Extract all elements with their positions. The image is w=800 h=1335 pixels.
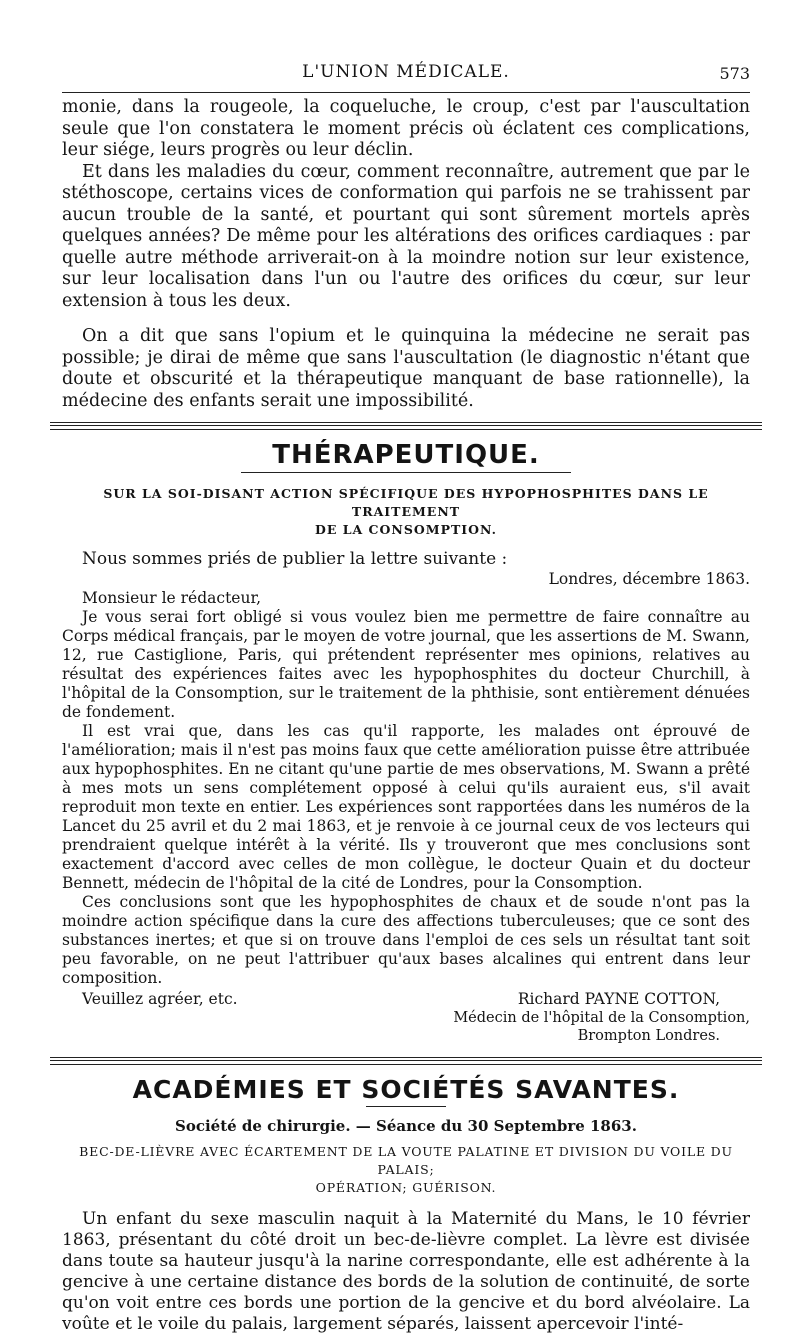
paragraph: Et dans les maladies du cœur, comment reconnaître, autrement que par le stéthoscope, certains vices de conformation qui parfois ne se trahissent par aucun trouble de la santé, et pourtant qui sont sûrement mortels après quelques années? De même pour les altérations des orifices cardiaques : par quelle autre méthode arriverait-on à la moindre notion sur leur existence, sur leur localisation dans l'un ou l'autre des orifices du cœur, sur leur extension à tous les deux. — [62, 161, 750, 311]
intro-text: Nous sommes priés de publier la lettre suivante : — [82, 549, 508, 569]
case-heading-line: OPÉRATION; GUÉRISON. — [315, 1180, 497, 1195]
salutation: Monsieur le rédacteur, — [82, 589, 262, 607]
paragraph: Un enfant du sexe masculin naquit à la Maternité du Mans, le 10 février 1863, présentant du côté droit un bec-de-lièvre complet. La lèvre est divisée dans toute sa hauteur jusqu'à la narine correspondante, elle est adhérente à la gencive à une certaine distance des bords de la solution de continuité, de sorte qu'on voit entre ces bords une portion de la gencive et du bord alvéolaire. La voûte et le voile du palais, largement séparés, laissent apercevoir l'inté- — [62, 1209, 750, 1334]
signoff — [62, 990, 750, 1009]
academies-section — [62, 1075, 750, 1335]
signature: Richard PAYNE COTTON, — [517, 990, 720, 1008]
paragraph: On a dit que sans l'opium et le quinquina la médecine ne serait pas possible; je dirai de même que sans l'auscultation (le diagnostic n'étant que doute et obscurité et la thérapeutique manquant de base rationnelle), la médecine des enfants serait une impossibilité. — [62, 326, 750, 411]
article-heading — [62, 485, 750, 539]
continued-text — [62, 97, 750, 412]
case-heading — [62, 1143, 750, 1197]
page-number: 573 — [719, 64, 750, 83]
case-report — [62, 1209, 750, 1335]
letter-paragraph: Ces conclusions sont que les hypophosphites de chaux et de soude n'ont pas la moindre action spécifique dans la cure des affections tuberculeuses; que ce sont des substances inertes; et que si on trouve dans l'emploi de ces sels un résultat tant soit peu favorable, on ne peut l'attribuer qu'aux bases alcalines qui entrent dans leur composition. — [62, 893, 750, 987]
closing: Veuillez agréer, etc. — [82, 990, 238, 1008]
affiliation: Médecin de l'hôpital de la Consomption, — [453, 1010, 750, 1026]
paragraph: monie, dans la rougeole, la coqueluche, le croup, c'est par l'auscultation seule que l'on constatera le moment précis où éclatent ces complications, leur siége, leurs progrès ou leur déclin. — [62, 97, 750, 160]
section-divider — [50, 422, 762, 430]
therapeutique-section — [62, 440, 750, 1045]
seance-heading: Société de chirurgie. — Séance du 30 Septembre 1863. — [175, 1117, 637, 1135]
place-date: Londres, décembre 1863. — [548, 570, 750, 588]
affiliation: Brompton Londres. — [577, 1028, 720, 1044]
title-underline — [241, 472, 571, 473]
journal-title: L'UNION MÉDICALE. — [302, 62, 510, 82]
section-title: ACADÉMIES ET SOCIÉTÉS SAVANTES. — [132, 1075, 680, 1104]
letter-paragraph: Il est vrai que, dans les cas qu'il rapporte, les malades ont éprouvé de l'amélioration; mais il n'est pas moins faux que cette amélioration puisse être attribuée aux hypophosphites. En ne citant qu'une partie de mes observations, M. Swann a prêté à mes mots un sens complétement opposé à celui qu'ils auraient eus, s'il avait reproduit mon texte en entier. Les expériences sont rapportées dans les numéros de la Lancet du 25 avril et du 2 mai 1863, et je renvoie à ce journal ceux de vos lecteurs qui prendraient quelque intérêt à la vérité. Ils y trouveront que mes conclusions sont exactement d'accord avec celles de mon collègue, le docteur Quain et du docteur Bennett, médecin de l'hôpital de la cité de Londres, pour la Consomption. — [62, 722, 750, 892]
running-head — [62, 58, 750, 90]
title-underline — [366, 1106, 446, 1107]
article-heading-line: DE LA CONSOMPTION. — [315, 522, 497, 537]
article-heading-line: SUR LA SOI-DISANT ACTION SPÉCIFIQUE DES HYPOPHOSPHITES DANS LE TRAITEMENT — [103, 486, 709, 519]
case-heading-line: BEC-DE-LIÈVRE AVEC ÉCARTEMENT DE LA VOUTE PALATINE ET DIVISION DU VOILE DU PALAIS; — [79, 1144, 733, 1177]
header-rule — [62, 92, 750, 93]
letter-paragraph: Je vous serai fort obligé si vous voulez bien me permettre de faire connaître au Corps médical français, par le moyen de votre journal, que les assertions de M. Swann, 12, rue Castiglione, Paris, qui prétendent représenter mes opinions, relatives au résultat des expériences faites avec les hypophosphites du docteur Churchill, à l'hôpital de la Consomption, sur le traitement de la phthisie, sont entièrement dénuées de fondement. — [62, 608, 750, 721]
section-title: THÉRAPEUTIQUE. — [272, 440, 540, 470]
section-divider — [50, 1057, 762, 1065]
